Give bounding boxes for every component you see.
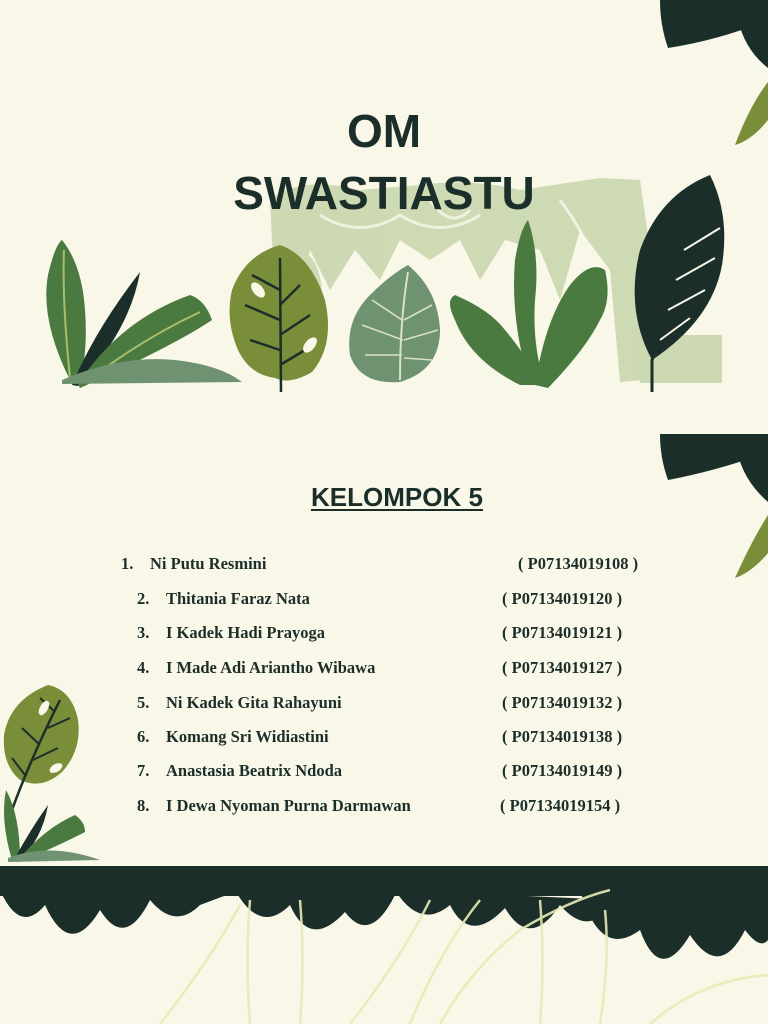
member-name: Thitania Faraz Nata [166,589,310,608]
member-nim: ( P07134019120 ) [502,589,623,608]
member-name: I Kadek Hadi Prayoga [166,623,326,642]
member-name: I Dewa Nyoman Purna Darmawan [166,796,411,815]
member-nim: ( P07134019149 ) [502,761,623,780]
item-number: 5. [137,693,150,712]
item-number: 2. [137,589,150,608]
page-title-line-2: SWASTIASTU [233,167,535,219]
member-nim: ( P07134019121 ) [502,623,623,642]
member-name: Komang Sri Widiastini [166,727,329,746]
member-nim: ( P07134019127 ) [502,658,623,677]
fern-leaf-icon [46,240,242,388]
member-name: Ni Kadek Gita Rahayuni [166,693,342,712]
member-nim: ( P07134019108 ) [518,554,639,573]
item-number: 6. [137,727,150,746]
item-number: 8. [137,796,150,815]
item-number: 3. [137,623,150,642]
item-number: 4. [137,658,150,677]
page-title-line-1: OM [346,105,422,157]
member-name: Ni Putu Resmini [150,554,267,573]
group-heading: KELOMPOK 5 [311,482,483,512]
fern-leaf-icon [4,790,100,862]
member-nim: ( P07134019132 ) [502,693,623,712]
member-nim: ( P07134019138 ) [502,727,623,746]
monstera-leaf-icon [4,685,79,810]
fern-leaf-icon [735,515,768,578]
banana-leaf-icon [660,0,768,68]
bottom-foliage-band [0,866,768,959]
member-nim: ( P07134019154 ) [500,796,621,815]
sage-leaf-icon [349,265,440,382]
item-number: 7. [137,761,150,780]
member-name: Anastasia Beatrix Ndoda [166,761,343,780]
item-number: 1. [121,554,134,573]
member-name: I Made Adi Ariantho Wibawa [166,658,376,677]
